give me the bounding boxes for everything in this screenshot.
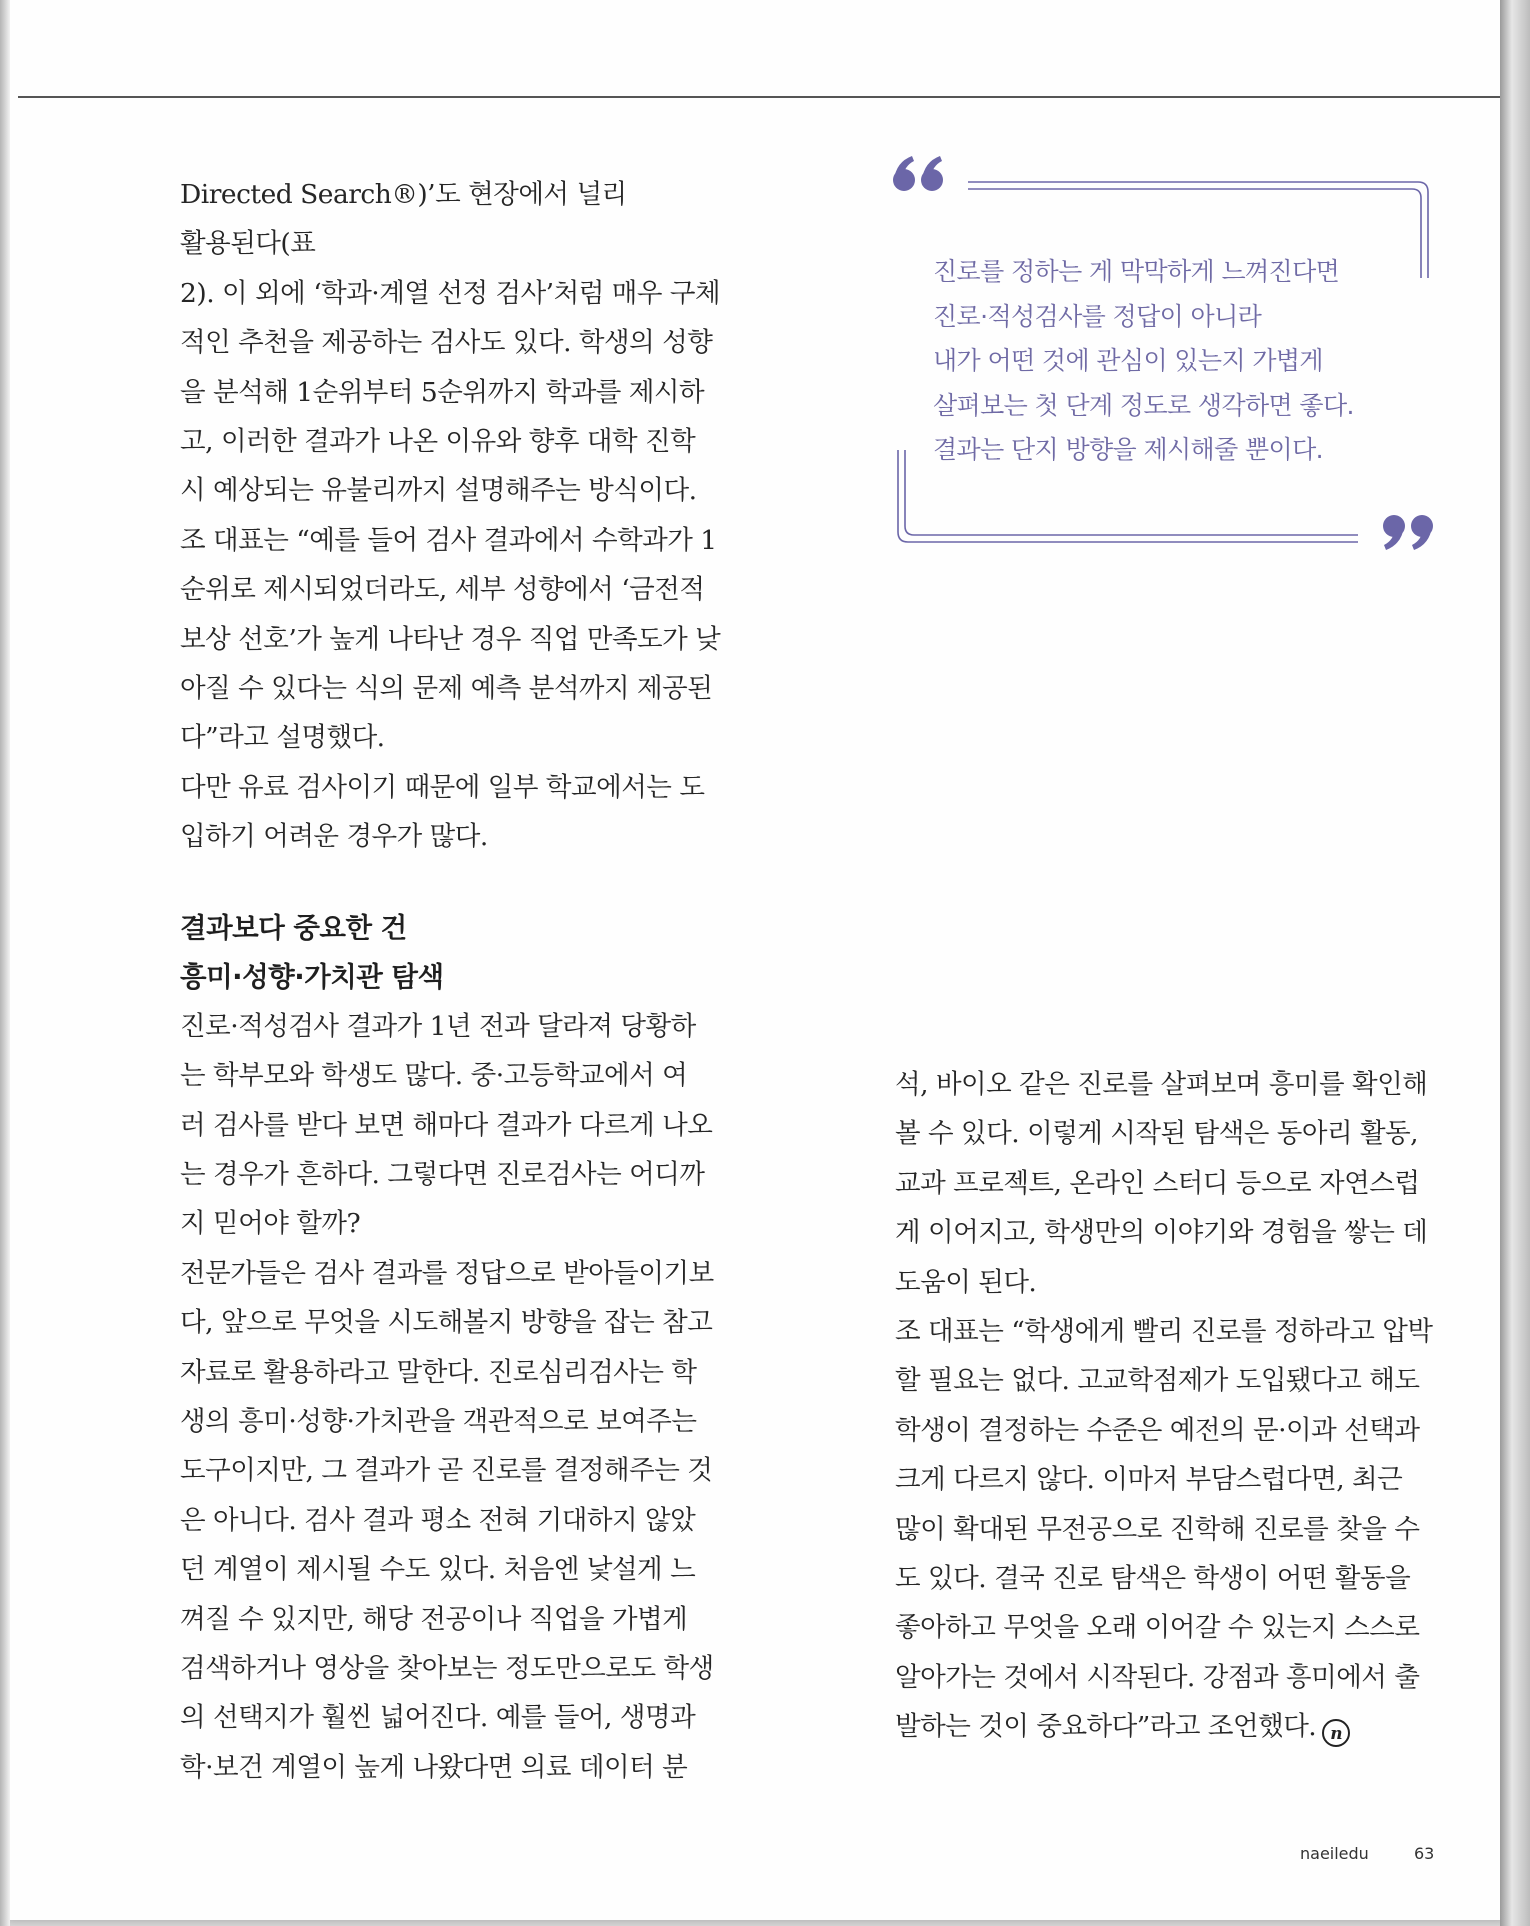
page-number: 63: [1414, 1844, 1435, 1863]
paragraph-text: 조 대표는 “학생에게 빨리 진로를 정하라고 압박 할 필요는 없다. 고교학점제가 도입됐다고 해도 학생이 결정하는 수준은 예전의 문·이과 선택과 크게 다르지 않다. 이마저 부담스럽다면, 최근 많이 확대된 무전공으로 진학해 진로를 찾을 수 도 있다. 결국 진로 탐색은 학생이 어떤 활동을 좋아하고 무엇을 오래 이어갈 수 있는지 스스로 알아가는 것에서 시작된다. 강점과 흥미에서 출 발하는 것이 중요하다”라고 조언했다.: [895, 1316, 1433, 1743]
header-rule: [18, 96, 1530, 98]
right-column: [895, 1060, 1440, 1752]
open-quote-icon: [890, 150, 950, 200]
footer-publication: naeiledu: [1300, 1844, 1369, 1863]
paragraph: 조 대표는 “예를 들어 검사 결과에서 수학과가 1 순위로 제시되었더라도, 세부 성향에서 ‘금전적 보상 선호’가 높게 나타난 경우 직업 만족도가 낮 아질 수 있다는 식의 문제 예측 분석까지 제공된 다”라고 설명했다.: [180, 524, 721, 754]
paragraph: Directed Search®)’도 현장에서 널리 활용된다(표 2). 이 외에 ‘학과·계열 선정 검사’처럼 매우 구체 적인 추천을 제공하는 검사도 있다. 학생의 성향 을 분석해 1순위부터 5순위까지 학과를 제시하 고, 이러한 결과가 나온 이유와 향후 대학 진학 시 예상되는 유불리까지 설명해주는 방식이다.: [180, 179, 721, 507]
paragraph: 다만 유료 검사이기 때문에 일부 학교에서는 도 입하기 어려운 경우가 많다.: [180, 771, 705, 853]
paragraph: 전문가들은 검사 결과를 정답으로 받아들이기보 다, 앞으로 무엇을 시도해볼지 방향을 잡는 참고 자료로 활용하라고 말한다. 진로심리검사는 학 생의 흥미·성향·가치관을 객관적으로 보여주는 도구이지만, 그 결과가 곧 진로를 결정해주는 것 은 아니다. 검사 결과 평소 전혀 기대하지 않았 던 계열이 제시될 수도 있다. 처음엔 낯설게 느 껴질 수 있지만, 해당 전공이나 직업을 가볍게 검색하거나 영상을 찾아보는 정도만으로도 학생 의 선택지가 훨씬 넓어진다. 예를 들어, 생명과 학·보건 계열이 높게 나왔다면 의료 데이터 분: [180, 1257, 714, 1783]
article-end-mark-icon: n: [1322, 1719, 1350, 1747]
section-subheading: 결과보다 중요한 건 흥미·성향·가치관 탐색: [180, 911, 444, 993]
pull-quote: [890, 150, 1450, 570]
page-edge: [1500, 0, 1530, 1926]
pull-quote-text: 진로를 정하는 게 막막하게 느껴진다면 진로·적성검사를 정답이 아니라 내가 어떤 것에 관심이 있는지 가볍게 살펴보는 첫 단계 정도로 생각하면 좋다. 결과는 단지 방향을 제시해줄 뿐이다.: [933, 257, 1354, 464]
page-spine: [0, 0, 10, 1926]
paragraph: [895, 1307, 1440, 1752]
paragraph: 진로·적성검사 결과가 1년 전과 달라져 당황하 는 학부모와 학생도 많다. 중·고등학교에서 여 러 검사를 받다 보면 해마다 결과가 다르게 나오 는 경우가 흔하다. 그렇다면 진로검사는 어디까 지 믿어야 할까?: [180, 1010, 713, 1240]
paragraph: 석, 바이오 같은 진로를 살펴보며 흥미를 확인해 볼 수 있다. 이렇게 시작된 탐색은 동아리 활동, 교과 프로젝트, 온라인 스터디 등으로 자연스럽 게 이어지고, 학생만의 이야기와 경험을 쌓는 데 도움이 된다.: [895, 1069, 1428, 1298]
left-column: [180, 170, 725, 1792]
close-quote-icon: [1378, 510, 1438, 560]
